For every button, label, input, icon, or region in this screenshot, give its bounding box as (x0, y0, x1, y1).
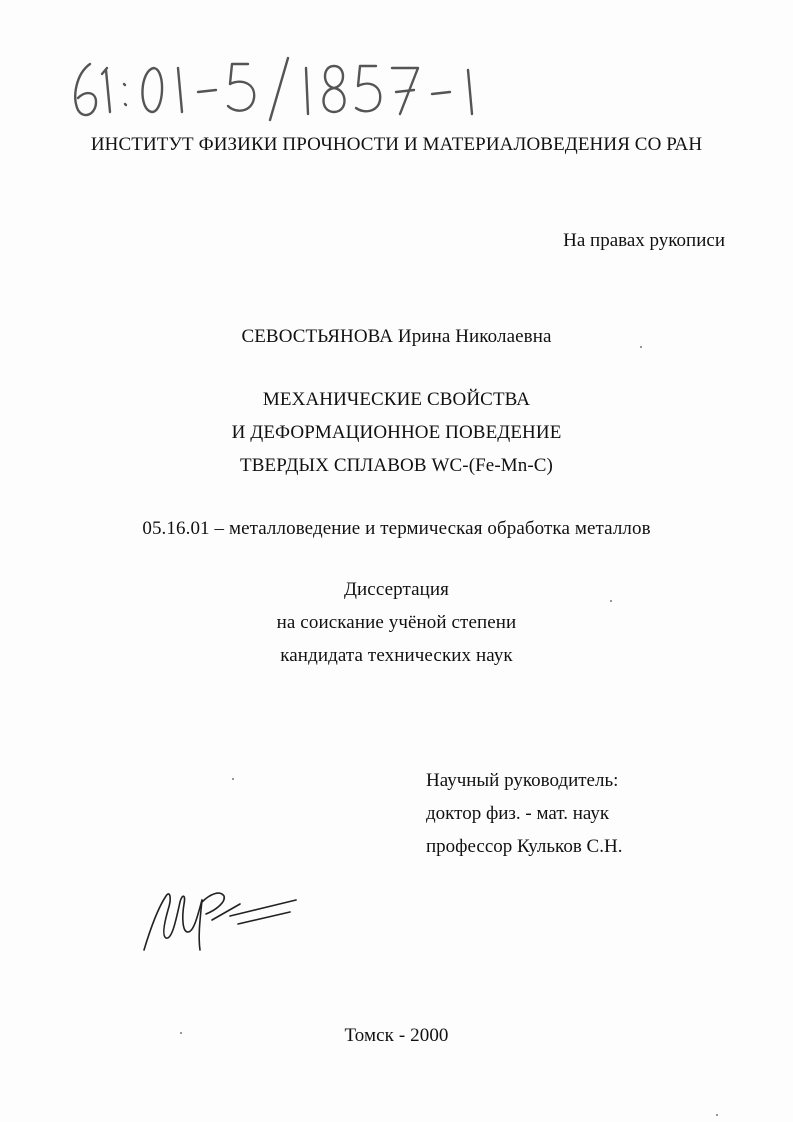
institute-name: ИНСТИТУТ ФИЗИКИ ПРОЧНОСТИ И МАТЕРИАЛОВЕДЕНИЯ СО РАН (90, 134, 703, 155)
supervisor-label: Научный руководитель: (426, 770, 619, 791)
scan-speck (180, 1032, 182, 1034)
scan-speck (716, 1114, 718, 1116)
specialty-code: 05.16.01 – металловедение и термическая обработка металлов (142, 518, 651, 539)
supervisor-degree: доктор физ. - мат. наук (426, 803, 610, 824)
supervisor-name: профессор Кульков С.Н. (426, 836, 623, 857)
degree-line-1: Диссертация (343, 579, 450, 600)
title-line-1: МЕХАНИЧЕСКИЕ СВОЙСТВА (262, 389, 531, 410)
title-line-3: ТВЕРДЫХ СПЛАВОВ WC-(Fe-Mn-C) (240, 455, 553, 476)
scan-speck (232, 778, 234, 780)
handwritten-signature (140, 880, 300, 955)
handwritten-archive-mark (66, 52, 486, 127)
degree-line-2: на соискание учёной степени (276, 612, 517, 633)
manuscript-rights-note: На правах рукописи (563, 230, 725, 251)
city-year: Томск - 2000 (344, 1025, 449, 1046)
degree-line-3: кандидата технических наук (280, 645, 513, 666)
scan-speck (610, 600, 612, 602)
title-line-2: И ДЕФОРМАЦИОННОЕ ПОВЕДЕНИЕ (231, 422, 562, 443)
scan-speck (640, 346, 642, 348)
author-name: СЕВОСТЬЯНОВА Ирина Николаевна (241, 326, 552, 347)
